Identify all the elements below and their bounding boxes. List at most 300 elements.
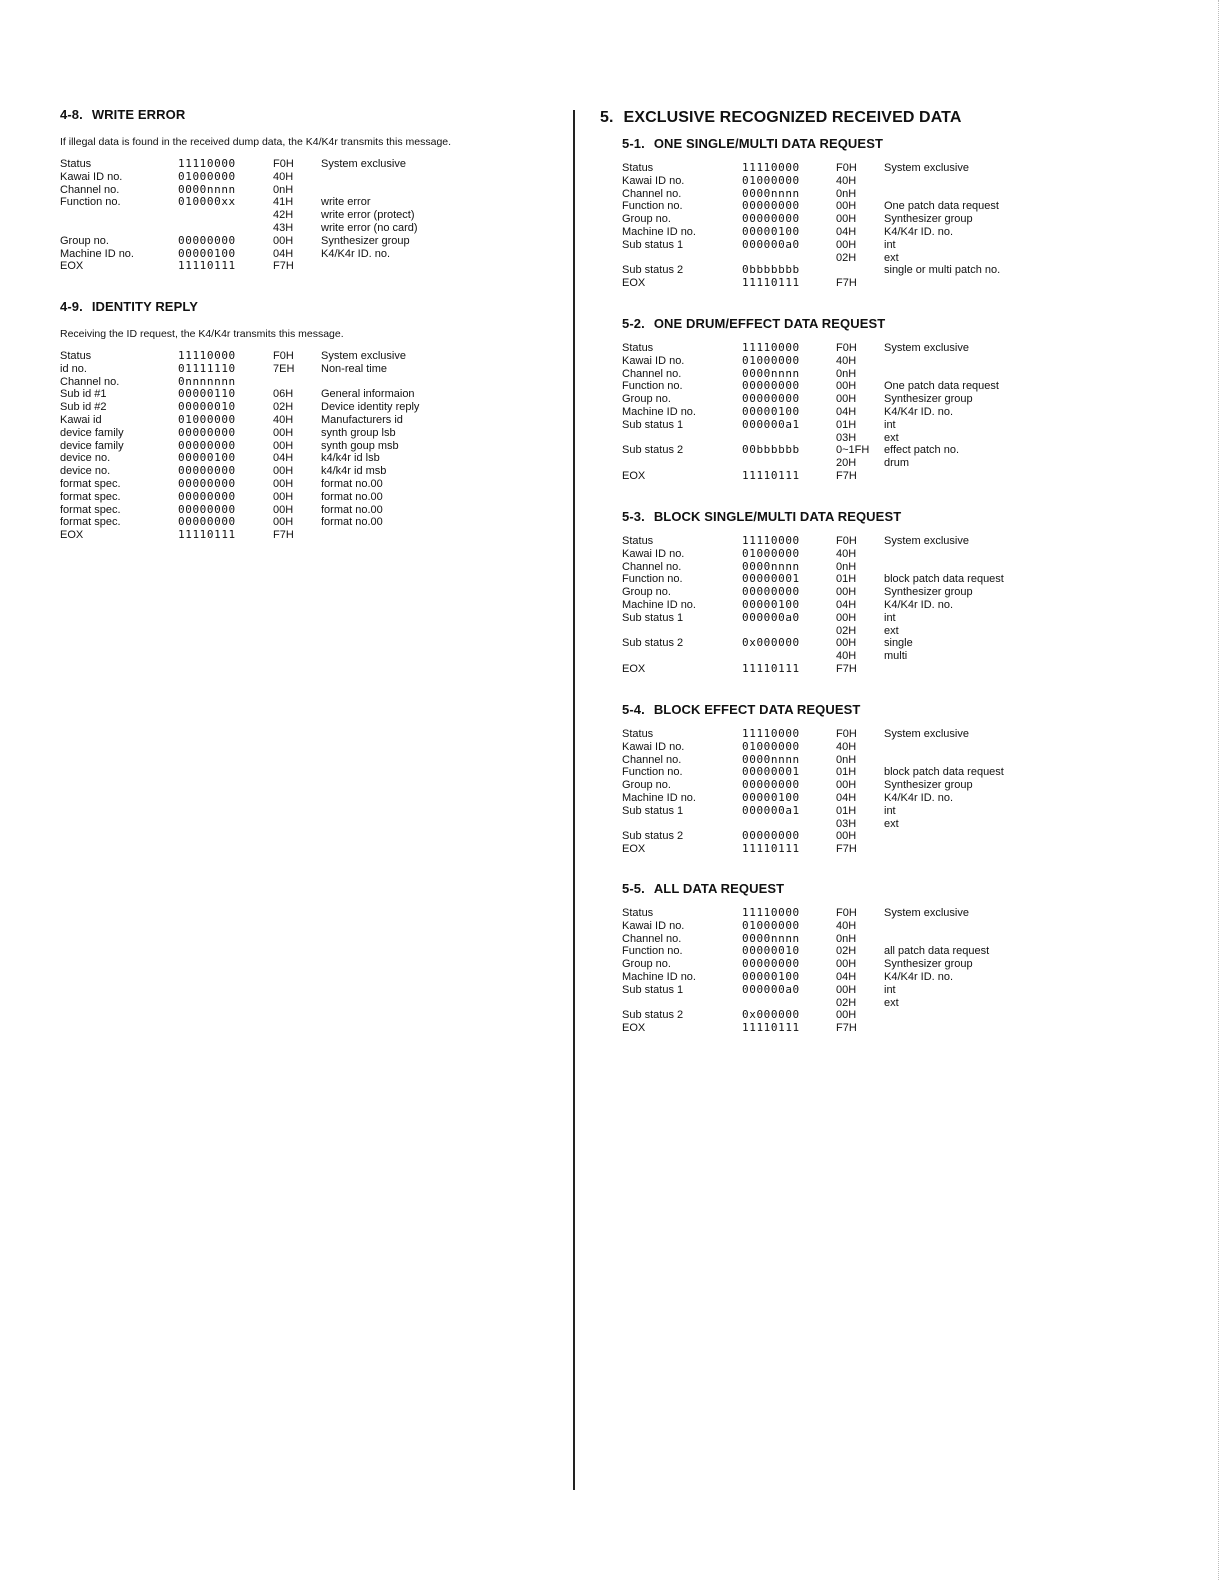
field-name: Sub id #2 (60, 401, 107, 414)
binary-value: 000000a0 (742, 982, 800, 996)
hex-value: 00H (836, 958, 857, 971)
table-row (622, 573, 1004, 586)
section-intro: Receiving the ID request, the K4/K4r transmits this message. (60, 328, 344, 340)
description (884, 741, 1004, 754)
binary-value: 00000110 (178, 387, 236, 401)
description: Non-real time (321, 362, 388, 375)
chapter-number: 5. (600, 109, 614, 126)
hex-value: 06H (273, 388, 294, 401)
field-name: EOX (622, 662, 646, 675)
field-name (622, 252, 742, 265)
binary-value: 11110000 (178, 349, 236, 362)
section-title: ONE SINGLE/MULTI DATA REQUEST (653, 136, 884, 151)
description: all patch data request (884, 945, 990, 958)
table-row (622, 368, 999, 381)
binary-value (178, 222, 273, 235)
message-table (622, 535, 1004, 676)
section-number: 5-2. (622, 316, 645, 331)
binary-value: 0000nnnn (742, 366, 800, 380)
table-row (622, 933, 989, 946)
binary-value: 11110000 (742, 727, 800, 740)
table-row (622, 548, 1004, 561)
field-name: EOX (622, 843, 646, 856)
section-number: 5-5. (622, 881, 645, 896)
hex-value: F7H (836, 1022, 857, 1035)
binary-value: 0000nnnn (178, 182, 236, 196)
binary-value: 010000xx (178, 195, 236, 209)
description: format no.00 (321, 490, 383, 503)
hex-value: 40H (836, 650, 857, 663)
description: synth goup msb (321, 439, 399, 452)
field-name: format spec. (60, 490, 121, 503)
hex-value: 01H (836, 804, 857, 817)
hex-value: 03H (836, 817, 857, 830)
hex-value: 02H (836, 624, 857, 637)
field-name: Status (622, 907, 654, 919)
binary-value: 01000000 (742, 739, 800, 753)
field-name: EOX (622, 277, 646, 290)
description (321, 376, 419, 389)
hex-value: F7H (836, 843, 857, 856)
description: write error (protect) (321, 209, 415, 222)
binary-value: 000000a0 (742, 237, 800, 251)
table-row (60, 196, 418, 209)
table-row (622, 393, 999, 406)
table-row (622, 561, 1004, 574)
section-number: 5-3. (622, 509, 645, 524)
hex-value: 40H (273, 170, 294, 183)
field-name (622, 997, 742, 1010)
table-row (60, 491, 419, 504)
description (321, 260, 418, 273)
field-name: Status (60, 350, 92, 362)
section-title: BLOCK SINGLE/MULTI DATA REQUEST (653, 509, 902, 524)
table-row (60, 171, 418, 184)
description: System exclusive (884, 907, 969, 919)
description: One patch data request (884, 200, 999, 213)
hex-value: 00H (836, 983, 857, 996)
table-row (60, 516, 419, 529)
field-name: Machine ID no. (622, 598, 696, 611)
binary-value: 11110000 (742, 161, 800, 174)
description: format no.00 (321, 477, 383, 490)
field-name: Kawai ID no. (622, 740, 685, 753)
description: System exclusive (884, 728, 969, 740)
binary-value: 0000nnnn (742, 186, 800, 200)
field-name: Function no. (622, 766, 683, 779)
hex-value: 04H (836, 405, 857, 418)
field-name: Channel no. (622, 367, 682, 380)
binary-value: 01000000 (742, 918, 800, 932)
binary-value: 0000nnnn (742, 752, 800, 766)
hex-value (836, 264, 884, 277)
section-number: 5-4. (622, 702, 645, 717)
field-name (622, 432, 742, 445)
binary-value: 00000000 (178, 476, 236, 490)
hex-value (273, 376, 321, 389)
section-title: WRITE ERROR (91, 107, 186, 122)
hex-value: 01H (836, 573, 857, 586)
binary-value: 0bbbbbbb (742, 263, 800, 277)
section-title: ALL DATA REQUEST (653, 881, 785, 896)
hex-value: 04H (836, 970, 857, 983)
description: Synthesizer group (884, 393, 973, 406)
message-table (622, 342, 999, 483)
binary-value: 00000000 (178, 438, 236, 452)
table-row (622, 444, 999, 457)
hex-value: F7H (836, 469, 857, 482)
section-intro: If illegal data is found in the received dump data, the K4/K4r transmits this message. (60, 136, 452, 148)
field-name (622, 457, 742, 470)
description (321, 171, 418, 184)
field-name: Kawai ID no. (622, 354, 685, 367)
field-name: Group no. (622, 958, 671, 971)
table-row (60, 427, 419, 440)
description (884, 843, 1004, 856)
field-name: Sub status 2 (622, 830, 684, 843)
field-name: Machine ID no. (622, 225, 696, 238)
chapter-heading (600, 109, 962, 127)
table-row (622, 984, 989, 997)
field-name: id no. (60, 362, 87, 375)
table-row (622, 612, 1004, 625)
description: Synthesizer group (884, 213, 973, 226)
hex-value: 00H (836, 200, 857, 213)
description: System exclusive (884, 535, 969, 547)
binary-value: 00000100 (742, 597, 800, 611)
binary-value: 00000100 (742, 224, 800, 238)
table-row (622, 907, 989, 920)
hex-value: 0nH (836, 932, 857, 945)
table-row (60, 414, 419, 427)
binary-value: 11110111 (178, 528, 236, 542)
table-row (622, 766, 1004, 779)
binary-value: 00000000 (742, 212, 800, 226)
description: write error (321, 196, 371, 209)
binary-value: 0x000000 (742, 1008, 800, 1022)
description (884, 277, 1000, 290)
description (884, 175, 1000, 188)
hex-value: 41H (273, 196, 294, 209)
table-row (622, 213, 1000, 226)
field-name: device no. (60, 465, 111, 478)
field-name: Kawai id (60, 413, 102, 426)
description: K4/K4r ID. no. (321, 247, 391, 260)
description: K4/K4r ID. no. (884, 405, 954, 418)
description: int (884, 238, 896, 251)
binary-value: 11110111 (742, 842, 800, 856)
field-name: device family (60, 439, 124, 452)
hex-value: F7H (273, 529, 294, 542)
hex-value: 00H (273, 477, 294, 490)
table-row (622, 162, 1000, 175)
field-name: Group no. (622, 213, 671, 226)
field-name: format spec. (60, 516, 121, 529)
binary-value: 01000000 (178, 169, 236, 183)
table-row (622, 432, 999, 445)
description: Manufacturers id (321, 413, 403, 426)
table-row (60, 529, 419, 542)
table-row (622, 419, 999, 432)
section-4-8 (60, 107, 451, 273)
field-name: Machine ID no. (622, 970, 696, 983)
hex-value: 00H (836, 393, 857, 406)
binary-value: 00000100 (742, 404, 800, 418)
section-title: ONE DRUM/EFFECT DATA REQUEST (653, 316, 886, 331)
field-name: Group no. (60, 234, 109, 247)
section-4-9 (60, 299, 419, 542)
description (884, 188, 1000, 201)
hex-value: F7H (836, 662, 857, 675)
table-row (60, 401, 419, 414)
table-row (622, 792, 1004, 805)
description: ext (884, 996, 899, 1009)
field-name: EOX (60, 529, 84, 542)
description: ext (884, 251, 899, 264)
binary-value: 11110111 (742, 276, 800, 290)
binary-value: 01000000 (742, 546, 800, 560)
hex-value: F0H (836, 907, 857, 919)
description: k4/k4r id msb (321, 465, 387, 478)
table-row (60, 504, 419, 517)
field-name: Sub status 2 (622, 637, 684, 650)
binary-value: 00bbbbbb (742, 443, 800, 457)
section-number: 5-1. (622, 136, 645, 151)
column-divider (573, 110, 575, 1490)
hex-value: 7EH (273, 362, 295, 375)
description: block patch data request (884, 766, 1004, 779)
description (884, 470, 999, 483)
binary-value: 00000000 (178, 233, 236, 247)
description: ext (884, 431, 899, 444)
table-row (622, 277, 1000, 290)
description (884, 933, 989, 946)
binary-value: 0000nnnn (742, 559, 800, 573)
hex-value: 03H (836, 431, 857, 444)
hex-value: 01H (836, 418, 857, 431)
message-table (622, 907, 989, 1035)
section-heading (622, 316, 999, 331)
table-row (622, 663, 1004, 676)
description: System exclusive (321, 350, 406, 362)
description: synth group lsb (321, 426, 396, 439)
table-row (622, 355, 999, 368)
description (884, 561, 1004, 574)
binary-value: 00000000 (742, 829, 800, 843)
section-heading (622, 509, 1004, 524)
section-title: BLOCK EFFECT DATA REQUEST (653, 702, 861, 717)
table-row (622, 754, 1004, 767)
section-5-2 (622, 316, 999, 483)
field-name: Kawai ID no. (622, 547, 685, 560)
binary-value: 00000000 (178, 489, 236, 503)
table-row (622, 380, 999, 393)
field-name: Status (622, 728, 654, 740)
field-name: Sub status 1 (622, 238, 684, 251)
binary-value: 00000000 (178, 425, 236, 439)
table-row (622, 599, 1004, 612)
hex-value: 0~1FH (836, 444, 870, 457)
hex-value: 01H (836, 766, 857, 779)
hex-value: 42H (273, 209, 294, 222)
section-5-3 (622, 509, 1004, 676)
binary-value (178, 209, 273, 222)
field-name: Sub status 2 (622, 444, 684, 457)
binary-value: 01000000 (178, 412, 236, 426)
hex-value: 40H (836, 919, 857, 932)
binary-value: 00000100 (742, 969, 800, 983)
table-row (622, 920, 989, 933)
description (884, 920, 989, 933)
table-row (622, 728, 1004, 741)
field-name: Function no. (622, 945, 683, 958)
description: format no.00 (321, 516, 383, 529)
binary-value: 00000000 (178, 515, 236, 529)
description (884, 830, 1004, 843)
hex-value: 00H (273, 465, 294, 478)
message-table (60, 158, 418, 273)
hex-value: 40H (836, 354, 857, 367)
binary-value: 00000000 (742, 379, 800, 393)
field-name: Status (60, 158, 92, 170)
table-row (60, 260, 418, 273)
field-name: Group no. (622, 393, 671, 406)
table-row (622, 586, 1004, 599)
field-name: Function no. (60, 196, 121, 209)
hex-value: F0H (836, 535, 857, 547)
chapter-title: EXCLUSIVE RECOGNIZED RECEIVED DATA (623, 109, 962, 126)
hex-value: 20H (836, 457, 857, 470)
table-row (60, 478, 419, 491)
description (884, 754, 1004, 767)
hex-value: 00H (836, 1009, 857, 1022)
hex-value: 04H (836, 791, 857, 804)
table-row (622, 818, 1004, 831)
table-row (622, 971, 989, 984)
table-row (622, 779, 1004, 792)
message-table (622, 162, 1000, 290)
table-row (622, 175, 1000, 188)
table-row (622, 252, 1000, 265)
description: write error (no card) (321, 221, 418, 234)
field-name (60, 209, 178, 222)
binary-value: 00000000 (742, 392, 800, 406)
binary-value: 0000nnnn (742, 931, 800, 945)
table-row (622, 830, 1004, 843)
description: drum (884, 457, 910, 470)
binary-value: 11110111 (742, 468, 800, 482)
description (884, 1022, 989, 1035)
field-name: Group no. (622, 779, 671, 792)
binary-value: 11110111 (742, 661, 800, 675)
hex-value: 0nH (836, 753, 857, 766)
description: One patch data request (884, 380, 999, 393)
hex-value: 0nH (836, 560, 857, 573)
section-number: 4-8. (60, 107, 83, 122)
description: General informaion (321, 388, 415, 401)
binary-value: 00000000 (178, 502, 236, 516)
binary-value: 00000100 (742, 790, 800, 804)
description: K4/K4r ID. no. (884, 598, 954, 611)
hex-value: 40H (836, 740, 857, 753)
section-heading (60, 299, 419, 314)
field-name: Sub status 1 (622, 983, 684, 996)
description: block patch data request (884, 573, 1004, 586)
field-name: Sub status 1 (622, 804, 684, 817)
field-name: Channel no. (622, 753, 682, 766)
section-title: IDENTITY REPLY (91, 299, 198, 314)
hex-value: 0nH (836, 187, 857, 200)
hex-value: 00H (273, 439, 294, 452)
description: ext (884, 817, 899, 830)
table-row (60, 248, 418, 261)
description: int (884, 804, 896, 817)
table-row (60, 452, 419, 465)
hex-value: 40H (836, 547, 857, 560)
binary-value: 01000000 (742, 173, 800, 187)
section-heading (622, 702, 1004, 717)
binary-value: 0nnnnnnn (178, 374, 236, 388)
description: Synthesizer group (884, 958, 973, 971)
description: ext (884, 624, 899, 637)
hex-value: 0nH (273, 183, 294, 196)
hex-value: 02H (273, 401, 294, 414)
table-row (622, 625, 1004, 638)
description: System exclusive (884, 162, 969, 174)
description: format no.00 (321, 503, 383, 516)
hex-value: F7H (273, 260, 294, 273)
table-row (622, 805, 1004, 818)
description (884, 355, 999, 368)
hex-value: F0H (836, 162, 857, 174)
binary-value: 11110000 (742, 534, 800, 547)
table-row (622, 239, 1000, 252)
hex-value: 04H (836, 598, 857, 611)
table-row (60, 363, 419, 376)
description: int (884, 983, 896, 996)
description: K4/K4r ID. no. (884, 225, 954, 238)
description: K4/K4r ID. no. (884, 970, 954, 983)
hex-value: 00H (836, 637, 857, 650)
hex-value: 04H (273, 247, 294, 260)
table-row (60, 388, 419, 401)
field-name: Sub id #1 (60, 388, 107, 401)
description: System exclusive (884, 342, 969, 354)
binary-value: 00000000 (178, 464, 236, 478)
field-name: EOX (60, 260, 84, 273)
table-row (622, 650, 1004, 663)
binary-value: 00000000 (742, 957, 800, 971)
hex-value: 00H (836, 830, 857, 843)
table-row (60, 235, 418, 248)
field-name: Status (622, 342, 654, 354)
section-5-5 (622, 881, 989, 1035)
binary-value: 000000a1 (742, 803, 800, 817)
table-row (622, 226, 1000, 239)
field-name: Kawai ID no. (622, 919, 685, 932)
section-heading (622, 881, 989, 896)
binary-value: 000000a1 (742, 417, 800, 431)
section-heading (622, 136, 1000, 151)
table-row (622, 200, 1000, 213)
hex-value: 00H (836, 611, 857, 624)
field-name: Function no. (622, 200, 683, 213)
field-name: format spec. (60, 503, 121, 516)
table-row (622, 1009, 989, 1022)
section-heading (60, 107, 451, 122)
hex-value: 04H (836, 225, 857, 238)
hex-value: 02H (836, 251, 857, 264)
